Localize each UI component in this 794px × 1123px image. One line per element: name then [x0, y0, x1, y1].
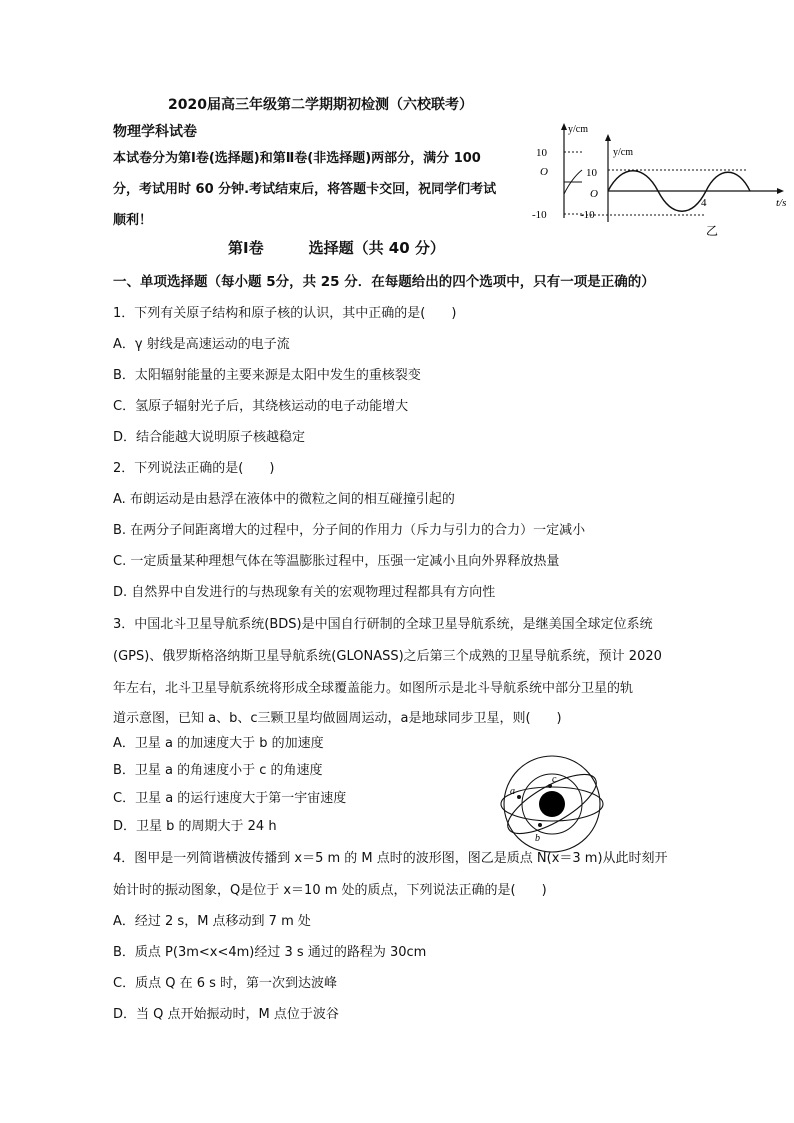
left-tick-10: 10 — [536, 147, 547, 159]
q3-option-c: C．卫星 a 的运行速度大于第一宇宙速度 — [113, 791, 347, 806]
q2-option-a: A. 布朗运动是由悬浮在液体中的微粒之间的相互碰撞引起的 — [113, 492, 455, 507]
q1-stem: 1．下列有关原子结构和原子核的认识，其中正确的是( ) — [113, 306, 457, 321]
label-a: a — [510, 786, 515, 797]
q3-option-b: B．卫星 a 的角速度小于 c 的角速度 — [113, 763, 323, 778]
q4-option-c: C．质点 Q 在 6 s 时，第一次到达波峰 — [113, 976, 338, 991]
vibration-graph-figure — [520, 118, 792, 240]
exam-title: 2020届高三年级第二学期期初检测（六校联考） — [168, 97, 473, 113]
label-b: b — [535, 833, 540, 844]
q2-option-c: C. 一定质量某种理想气体在等温膨胀过程中，压强一定减小且向外界释放热量 — [113, 554, 560, 569]
section-heading: 第Ⅰ卷 选择题（共 40 分） — [228, 239, 445, 257]
figure-caption: 乙 — [706, 224, 719, 238]
q3-option-d: D．卫星 b 的周期大于 24 h — [113, 819, 277, 834]
right-tick-10: 10 — [586, 167, 597, 179]
x-tick-4: 4 — [701, 197, 707, 209]
q4-stem-line-2: 始计时的振动图象，Q是位于 x＝10 m 处的质点，下列说法正确的是( ) — [113, 883, 547, 898]
label-c: c — [552, 774, 557, 785]
satellite-orbit-figure — [494, 748, 614, 853]
q1-option-b: B．太阳辐射能量的主要来源是太阳中发生的重核裂变 — [113, 368, 421, 383]
right-y-label: y/cm — [613, 147, 633, 158]
q2-stem: 2．下列说法正确的是( ) — [113, 461, 275, 476]
intro-line-1: 本试卷分为第Ⅰ卷(选择题)和第Ⅱ卷(非选择题)两部分，满分 100 — [113, 151, 481, 166]
left-tick-origin: O — [540, 166, 548, 178]
q3-stem-line-3: 年左右，北斗卫星导航系统将形成全球覆盖能力。如图所示是北斗导航系统中部分卫星的轨 — [113, 681, 634, 696]
q2-option-b: B. 在两分子间距离增大的过程中，分子间的作用力（斥力与引力的合力）一定减小 — [113, 523, 586, 538]
left-tick-neg10: -10 — [532, 209, 547, 221]
earth-icon — [539, 791, 565, 817]
q1-option-c: C．氢原子辐射光子后，其绕核运动的电子动能增大 — [113, 399, 409, 414]
q4-option-d: D．当 Q 点开始振动时，M 点位于波谷 — [113, 1007, 339, 1022]
q4-option-a: A．经过 2 s，M 点移动到 7 m 处 — [113, 914, 311, 929]
right-tick-neg10: -10 — [580, 209, 595, 221]
q3-stem-line-2: (GPS)、俄罗斯格洛纳斯卫星导航系统(GLONASS)之后第三个成熟的卫星导航系统，预计 2020 — [113, 649, 662, 664]
q1-option-d: D．结合能越大说明原子核越稳定 — [113, 430, 306, 445]
left-y-label: y/cm — [568, 124, 588, 135]
q1-option-a: A．γ 射线是高速运动的电子流 — [113, 337, 290, 352]
q3-stem-line-4: 道示意图，已知 a、b、c三颗卫星均做圆周运动，a是地球同步卫星，则( ) — [113, 711, 562, 726]
q2-option-d: D. 自然界中自发进行的与热现象有关的宏观物理过程都具有方向性 — [113, 585, 496, 600]
x-axis-label: t/s — [776, 197, 787, 209]
intro-line-2: 分，考试用时 60 分钟.考试结束后，将答题卡交回，祝同学们考试 — [113, 182, 497, 197]
q4-stem-line-1: 4．图甲是一列简谐横波传播到 x＝5 m 的 M 点时的波形图，图乙是质点 N(x＝3 m)从此时刻开 — [113, 851, 668, 866]
right-tick-origin: O — [590, 188, 598, 200]
intro-line-3: 顺利！ — [113, 213, 153, 228]
exam-subtitle: 物理学科试卷 — [113, 124, 197, 140]
part-heading: 一、单项选择题（每小题 5分，共 25 分．在每题给出的四个选项中，只有一项是正确的） — [113, 274, 655, 290]
q3-stem-line-1: 3．中国北斗卫星导航系统(BDS)是中国自行研制的全球卫星导航系统，是继美国全球定位系统 — [113, 617, 653, 632]
q3-option-a: A．卫星 a 的加速度大于 b 的加速度 — [113, 736, 324, 751]
q4-option-b: B．质点 P(3m<x<4m)经过 3 s 通过的路程为 30cm — [113, 945, 427, 960]
